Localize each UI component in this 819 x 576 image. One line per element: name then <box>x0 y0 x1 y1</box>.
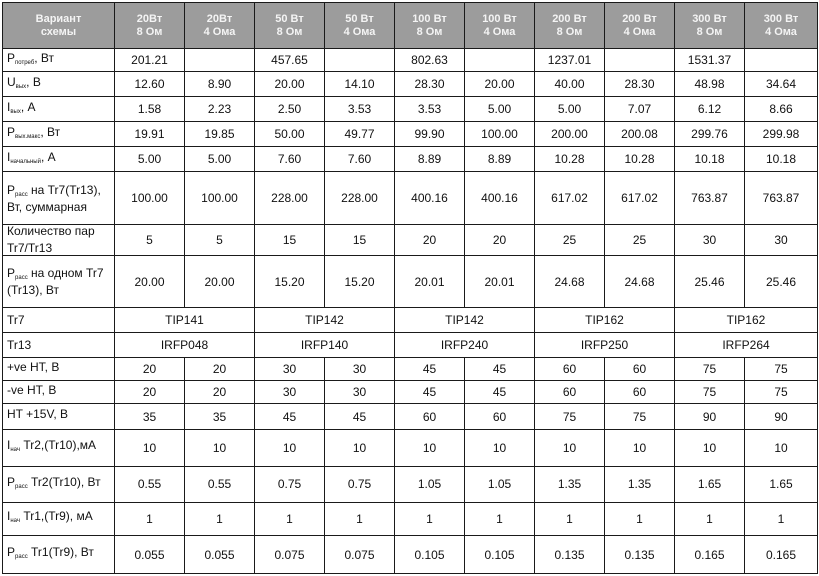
table-cell: 90 <box>745 404 818 429</box>
table-cell: 6.12 <box>675 97 745 122</box>
table-row <box>3 49 818 72</box>
row-label-text: , А <box>20 99 36 114</box>
table-cell: 0.55 <box>115 467 185 503</box>
row-label <box>3 536 115 574</box>
transistor-part-cell: IRFP264 <box>675 333 818 358</box>
table-cell: 20.00 <box>255 72 325 97</box>
table-cell: 1.58 <box>115 97 185 122</box>
table-cell: 1.65 <box>675 467 745 503</box>
table-row <box>3 467 818 503</box>
table-cell <box>605 49 675 72</box>
table-cell: 5 <box>115 224 185 255</box>
table-cell: 10 <box>325 429 395 467</box>
row-label <box>3 358 115 381</box>
table-cell: 12.60 <box>115 72 185 97</box>
row-label-subscript: расс <box>15 191 28 198</box>
column-header: 100 Вт 4 Ома <box>465 3 535 49</box>
table-cell: 1 <box>675 502 745 535</box>
table-cell: 90 <box>675 404 745 429</box>
table-cell: 0.055 <box>115 536 185 574</box>
table-cell: 49.77 <box>325 122 395 147</box>
transistor-part-cell: IRFP140 <box>255 333 395 358</box>
table-cell: 299.76 <box>675 122 745 147</box>
row-label-text: на Tr7(Tr13), Вт, суммарная <box>7 182 101 214</box>
table-cell: 1 <box>185 502 255 535</box>
column-header: 300 Вт 8 Ом <box>675 3 745 49</box>
table-cell: 25 <box>535 224 605 255</box>
table-cell: 1 <box>745 502 818 535</box>
table-cell: 75 <box>675 358 745 381</box>
table-cell: 25 <box>605 224 675 255</box>
table-cell: 48.98 <box>675 72 745 97</box>
row-label <box>3 256 115 308</box>
table-cell: 200.00 <box>535 122 605 147</box>
table-cell: 10 <box>255 429 325 467</box>
table-cell: 34.64 <box>745 72 818 97</box>
table-cell: 763.87 <box>745 172 818 224</box>
table-cell: 457.65 <box>255 49 325 72</box>
table-cell: 228.00 <box>325 172 395 224</box>
table-cell: 35 <box>185 404 255 429</box>
table-row <box>3 381 818 404</box>
table-cell: 228.00 <box>255 172 325 224</box>
table-cell: 617.02 <box>535 172 605 224</box>
row-label <box>3 97 115 122</box>
table-cell: 19.91 <box>115 122 185 147</box>
table-cell: 5 <box>185 224 255 255</box>
row-label-text: , Вт <box>34 50 55 65</box>
table-cell: 75 <box>535 404 605 429</box>
table-cell: 30 <box>255 358 325 381</box>
table-cell: 75 <box>605 404 675 429</box>
table-cell: 1 <box>605 502 675 535</box>
table-cell: 8.66 <box>745 97 818 122</box>
table-cell: 1.05 <box>465 467 535 503</box>
row-label-subscript: вых <box>10 108 21 115</box>
table-cell: 99.90 <box>395 122 465 147</box>
table-cell: 0.075 <box>325 536 395 574</box>
table-cell: 8.90 <box>185 72 255 97</box>
row-label-text: Tr2(Tr10), Вт <box>27 474 101 489</box>
column-header: 200 Вт 8 Ом <box>535 3 605 49</box>
table-cell: 20 <box>115 381 185 404</box>
column-header: 20Вт 8 Ом <box>115 3 185 49</box>
table-cell: 10 <box>465 429 535 467</box>
table-cell: 0.135 <box>605 536 675 574</box>
table-cell: 400.16 <box>395 172 465 224</box>
table-cell: 60 <box>605 381 675 404</box>
row-label-subscript: расс <box>15 554 28 561</box>
table-cell: 1.65 <box>745 467 818 503</box>
row-label <box>3 49 115 72</box>
row-label-symbol: U <box>7 74 16 89</box>
table-cell: 617.02 <box>605 172 675 224</box>
row-label <box>3 502 115 535</box>
row-label-symbol: I <box>7 149 11 164</box>
table-cell: 763.87 <box>675 172 745 224</box>
table-row <box>3 256 818 308</box>
table-cell: 45 <box>395 381 465 404</box>
table-cell: 100.00 <box>185 172 255 224</box>
row-label-symbol: P <box>7 266 16 281</box>
row-label-text: HT +15V, В <box>7 407 69 422</box>
transistor-part-cell: IRFP048 <box>115 333 255 358</box>
table-row <box>3 122 818 147</box>
column-header: 300 Вт 4 Ома <box>745 3 818 49</box>
table-cell: 8.89 <box>465 147 535 172</box>
table-cell: 10.28 <box>605 147 675 172</box>
table-cell: 20 <box>185 381 255 404</box>
row-label-text: Количество пар Tr7/Tr13 <box>7 224 95 256</box>
table-cell: 75 <box>745 358 818 381</box>
table-cell: 8.89 <box>395 147 465 172</box>
row-label-subscript: вых <box>15 83 27 90</box>
column-header: 50 Вт 8 Ом <box>255 3 325 49</box>
row-label-symbol: P <box>7 124 16 139</box>
row-label: Tr7 <box>3 308 115 333</box>
table-cell: 1531.37 <box>675 49 745 72</box>
table-cell: 1 <box>255 502 325 535</box>
header-row <box>3 3 818 49</box>
table-cell: 15.20 <box>255 256 325 308</box>
row-label-text: , А <box>40 149 56 164</box>
row-label-text: -ve HT, В <box>7 382 57 397</box>
table-cell: 0.075 <box>255 536 325 574</box>
row-label-subscript: нач <box>10 518 20 525</box>
table-cell: 45 <box>325 404 395 429</box>
row-label-subscript: расс <box>15 483 28 490</box>
table-cell: 200.08 <box>605 122 675 147</box>
row-label-text: Tr1(Tr9), Вт <box>27 545 94 560</box>
table-cell: 1237.01 <box>535 49 605 72</box>
transistor-part-cell: TIP162 <box>535 308 675 333</box>
table-cell <box>465 49 535 72</box>
column-header: 100 Вт 8 Ом <box>395 3 465 49</box>
table-cell: 19.85 <box>185 122 255 147</box>
table-cell: 7.07 <box>605 97 675 122</box>
table-row <box>3 429 818 467</box>
row-label-subscript: начальный <box>10 158 41 165</box>
table-cell: 20.01 <box>395 256 465 308</box>
table-cell: 20 <box>395 224 465 255</box>
table-row <box>3 536 818 574</box>
table-cell: 802.63 <box>395 49 465 72</box>
table-cell: 0.105 <box>395 536 465 574</box>
table-cell: 60 <box>605 358 675 381</box>
table-cell: 7.60 <box>325 147 395 172</box>
row-label-subscript: вых.макс <box>15 133 41 140</box>
spec-table <box>2 2 818 574</box>
row-label-text: +ve HT, В <box>7 359 60 374</box>
table-cell: 0.165 <box>745 536 818 574</box>
transistor-part-cell: IRFP250 <box>535 333 675 358</box>
table-cell: 1 <box>325 502 395 535</box>
table-cell: 25.46 <box>675 256 745 308</box>
row-label-symbol: I <box>7 438 11 453</box>
table-cell: 45 <box>465 358 535 381</box>
table-cell: 28.30 <box>605 72 675 97</box>
table-cell: 50.00 <box>255 122 325 147</box>
table-row <box>3 224 818 255</box>
transistor-row <box>3 333 818 358</box>
row-label <box>3 147 115 172</box>
row-label-symbol: P <box>7 545 16 560</box>
table-cell: 60 <box>535 358 605 381</box>
transistor-part-cell: TIP142 <box>255 308 395 333</box>
row-label-subscript: потреб <box>15 59 35 66</box>
row-label-symbol: P <box>7 50 16 65</box>
table-cell: 1.35 <box>535 467 605 503</box>
transistor-row <box>3 308 818 333</box>
column-header: 20Вт 4 Ома <box>185 3 255 49</box>
table-cell: 30 <box>255 381 325 404</box>
table-cell <box>325 49 395 72</box>
row-label <box>3 122 115 147</box>
table-cell: 1 <box>535 502 605 535</box>
row-label-text: Tr1,(Tr9), мА <box>20 509 93 524</box>
table-cell: 10.28 <box>535 147 605 172</box>
table-cell: 15 <box>325 224 395 255</box>
table-cell: 15 <box>255 224 325 255</box>
row-label-symbol: I <box>7 509 11 524</box>
table-cell <box>185 49 255 72</box>
table-cell: 7.60 <box>255 147 325 172</box>
table-cell: 0.105 <box>465 536 535 574</box>
row-label <box>3 429 115 467</box>
table-cell: 5.00 <box>185 147 255 172</box>
table-cell: 20 <box>465 224 535 255</box>
row-label-subscript: расс <box>15 275 28 282</box>
row-label-text: , Вт <box>40 124 61 139</box>
table-cell: 75 <box>745 381 818 404</box>
table-cell: 1.35 <box>605 467 675 503</box>
table-cell: 10 <box>745 429 818 467</box>
table-cell: 28.30 <box>395 72 465 97</box>
table-cell: 45 <box>255 404 325 429</box>
table-row <box>3 502 818 535</box>
table-cell: 100.00 <box>465 122 535 147</box>
table-cell: 45 <box>395 358 465 381</box>
table-cell: 25.46 <box>745 256 818 308</box>
table-row <box>3 404 818 429</box>
table-cell: 40.00 <box>535 72 605 97</box>
table-cell: 10.18 <box>675 147 745 172</box>
table-cell: 201.21 <box>115 49 185 72</box>
table-cell: 60 <box>465 404 535 429</box>
table-cell: 0.55 <box>185 467 255 503</box>
column-header: 50 Вт 4 Ома <box>325 3 395 49</box>
row-label-symbol: P <box>7 474 16 489</box>
corner-header: Вариант схемы <box>3 3 115 49</box>
table-cell: 20.01 <box>465 256 535 308</box>
table-cell: 14.10 <box>325 72 395 97</box>
table-cell: 10 <box>115 429 185 467</box>
table-cell: 20 <box>185 358 255 381</box>
transistor-part-cell: TIP141 <box>115 308 255 333</box>
table-row <box>3 172 818 224</box>
row-label <box>3 467 115 503</box>
table-cell: 10 <box>605 429 675 467</box>
table-cell: 1 <box>465 502 535 535</box>
row-label <box>3 224 115 255</box>
row-label <box>3 172 115 224</box>
table-cell: 20 <box>115 358 185 381</box>
table-cell: 30 <box>325 381 395 404</box>
table-row <box>3 147 818 172</box>
table-cell: 24.68 <box>605 256 675 308</box>
table-cell: 5.00 <box>115 147 185 172</box>
table-cell: 45 <box>465 381 535 404</box>
table-cell: 3.53 <box>325 97 395 122</box>
row-label <box>3 72 115 97</box>
table-cell <box>745 49 818 72</box>
row-label-text: Tr2,(Tr10),мА <box>20 438 97 453</box>
table-cell: 10 <box>675 429 745 467</box>
column-header: 200 Вт 4 Ома <box>605 3 675 49</box>
table-cell: 10 <box>185 429 255 467</box>
table-row <box>3 358 818 381</box>
table-cell: 100.00 <box>115 172 185 224</box>
row-label-text: , В <box>26 74 41 89</box>
table-cell: 24.68 <box>535 256 605 308</box>
table-cell: 1 <box>115 502 185 535</box>
row-label-text: на одном Tr7 (Tr13), Вт <box>7 266 104 298</box>
table-cell: 10 <box>535 429 605 467</box>
table-cell: 1 <box>395 502 465 535</box>
table-cell: 0.165 <box>675 536 745 574</box>
table-cell: 0.75 <box>255 467 325 503</box>
table-cell: 400.16 <box>465 172 535 224</box>
table-body <box>3 49 818 574</box>
transistor-part-cell: TIP142 <box>395 308 535 333</box>
table-cell: 299.98 <box>745 122 818 147</box>
table-cell: 2.50 <box>255 97 325 122</box>
table-cell: 0.75 <box>325 467 395 503</box>
table-cell: 2.23 <box>185 97 255 122</box>
row-label <box>3 404 115 429</box>
row-label: Tr13 <box>3 333 115 358</box>
row-label-symbol: P <box>7 182 16 197</box>
table-cell: 15.20 <box>325 256 395 308</box>
row-label-subscript: нач <box>10 447 20 454</box>
table-cell: 0.135 <box>535 536 605 574</box>
table-row <box>3 72 818 97</box>
table-cell: 1.05 <box>395 467 465 503</box>
table-cell: 60 <box>395 404 465 429</box>
table-cell: 10.18 <box>745 147 818 172</box>
table-cell: 30 <box>325 358 395 381</box>
transistor-part-cell: IRFP240 <box>395 333 535 358</box>
transistor-part-cell: TIP162 <box>675 308 818 333</box>
table-cell: 30 <box>745 224 818 255</box>
row-label <box>3 381 115 404</box>
table-cell: 30 <box>675 224 745 255</box>
table-cell: 5.00 <box>465 97 535 122</box>
table-cell: 5.00 <box>535 97 605 122</box>
table-cell: 20.00 <box>185 256 255 308</box>
table-cell: 35 <box>115 404 185 429</box>
table-cell: 60 <box>535 381 605 404</box>
table-cell: 75 <box>675 381 745 404</box>
row-label-symbol: I <box>7 99 11 114</box>
table-cell: 20.00 <box>115 256 185 308</box>
table-row <box>3 97 818 122</box>
table-cell: 0.055 <box>185 536 255 574</box>
table-cell: 20.00 <box>465 72 535 97</box>
table-cell: 10 <box>395 429 465 467</box>
table-cell: 3.53 <box>395 97 465 122</box>
